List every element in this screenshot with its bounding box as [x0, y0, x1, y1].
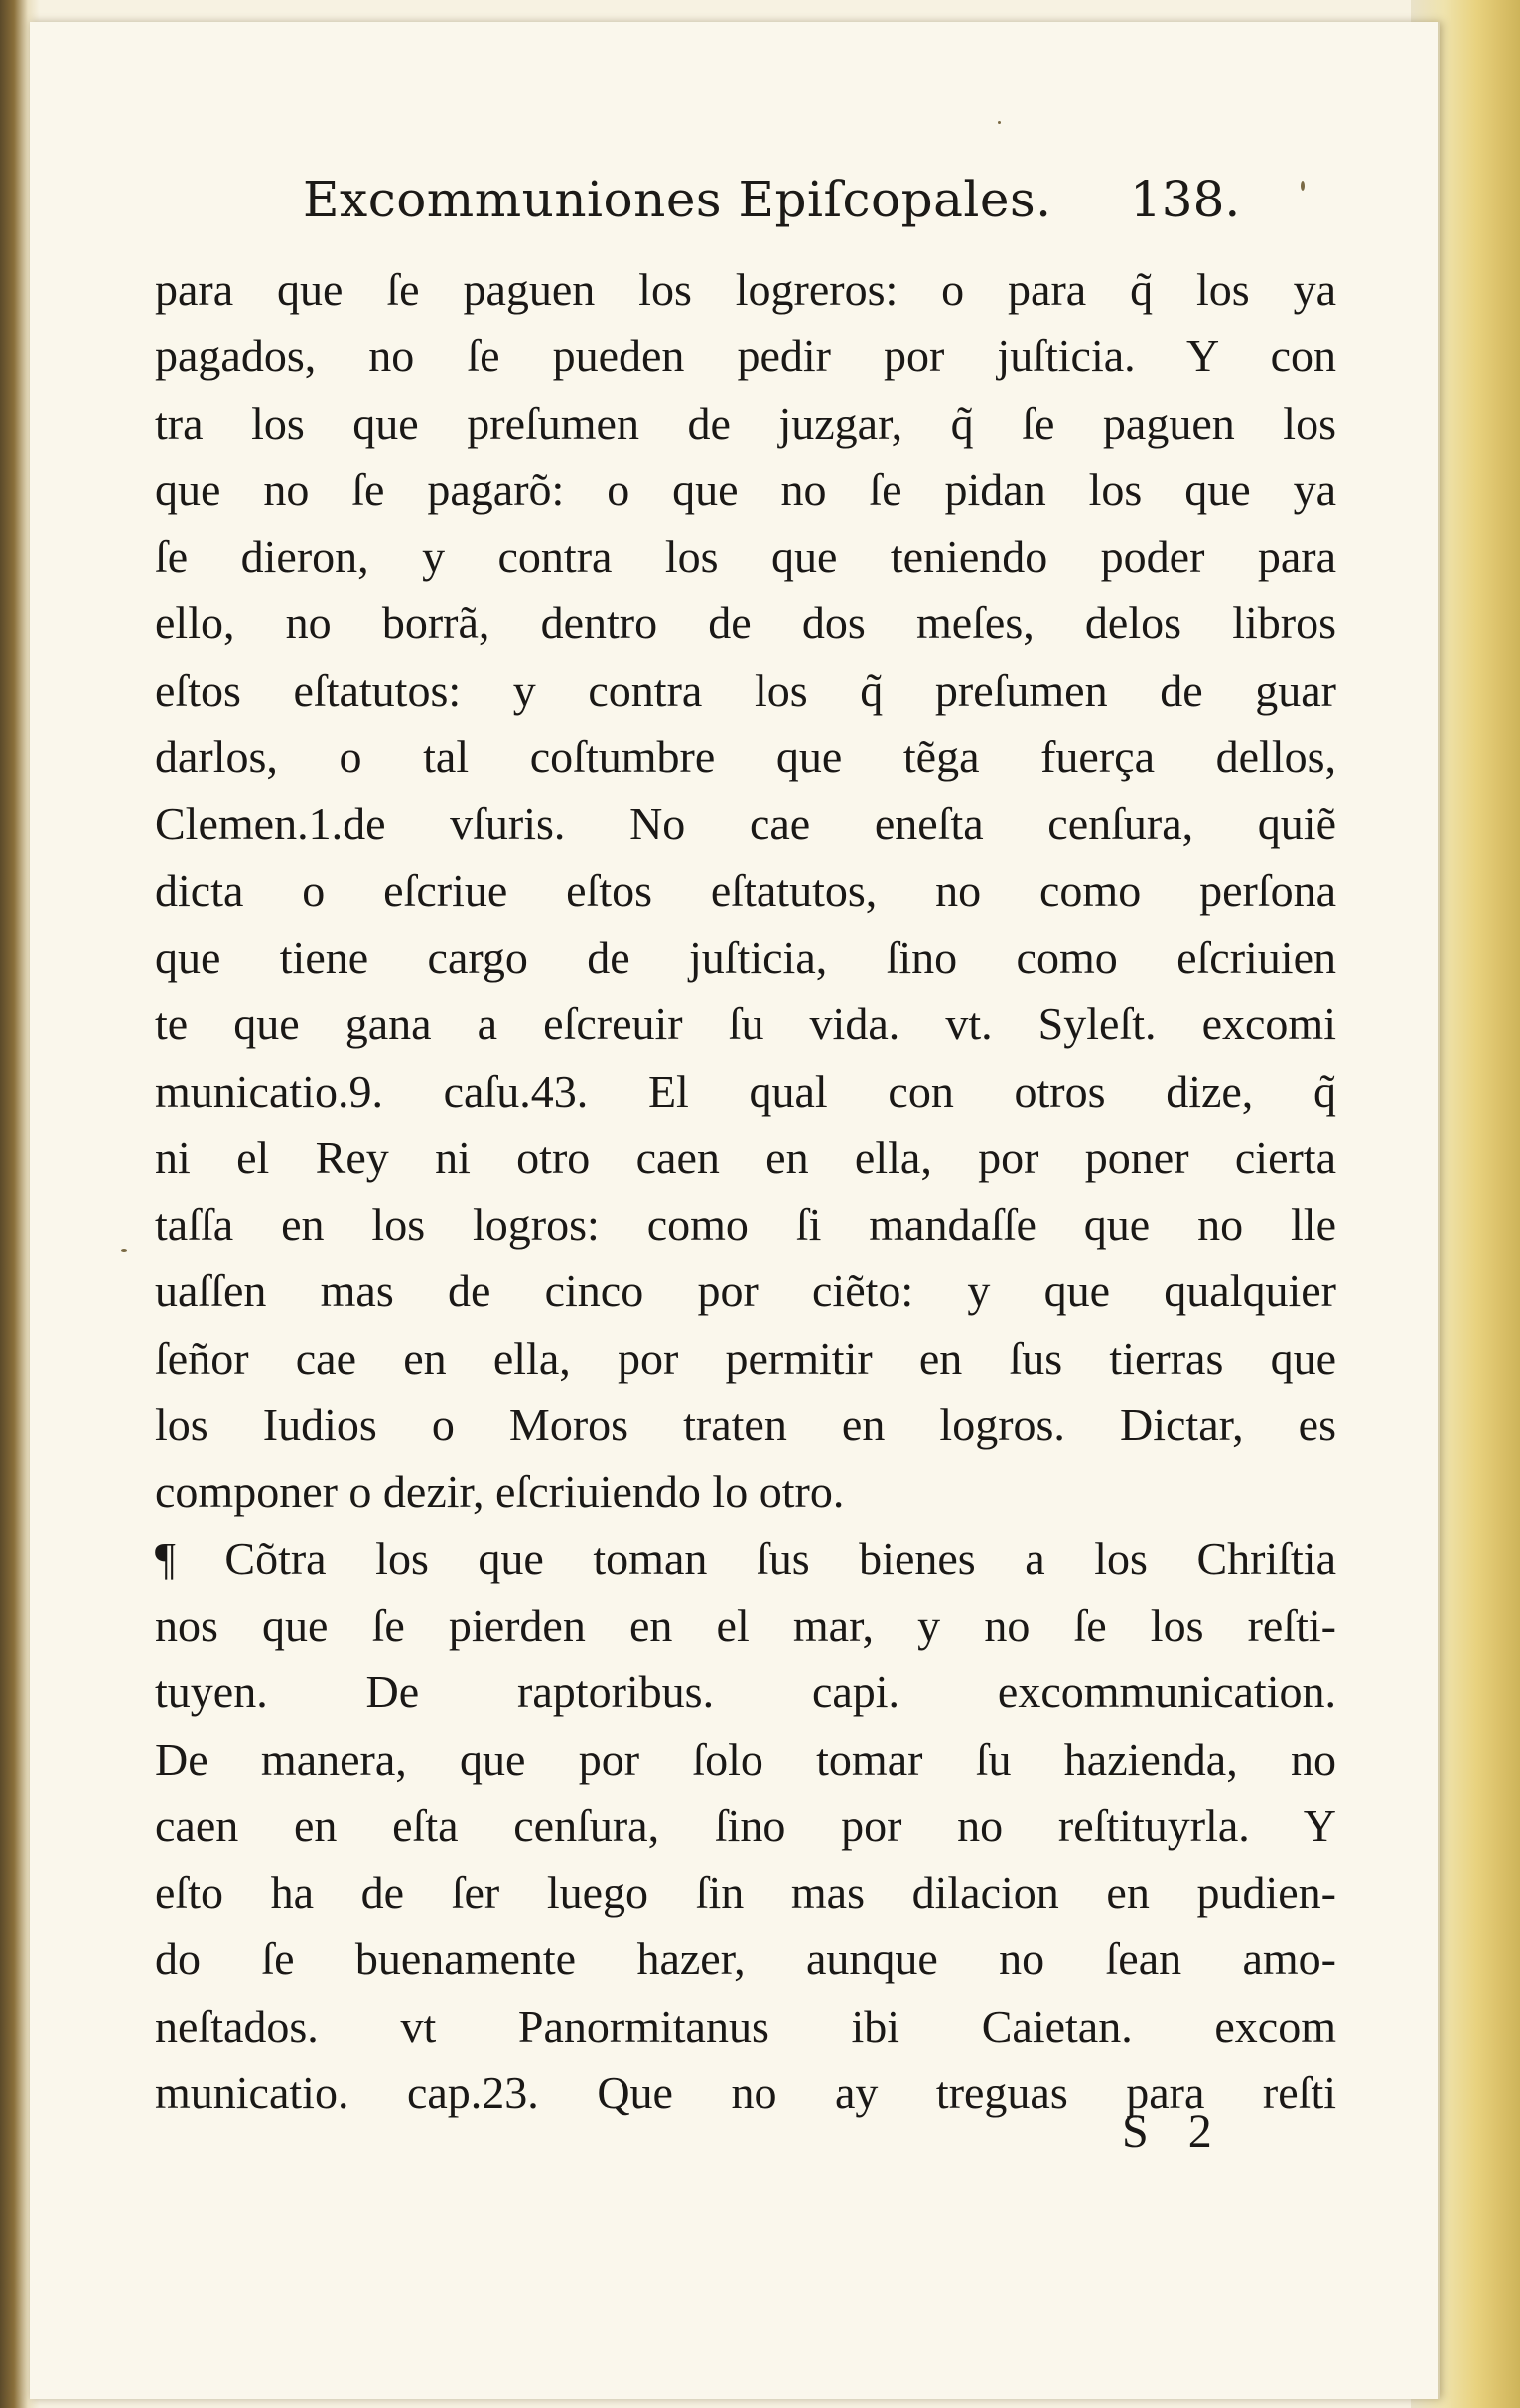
text-line: los Iudios o Moros traten en logros. Dictar, es: [155, 1400, 1336, 1451]
text-line: ¶ Cõtra los que toman ſus bienes a los Chriſtia: [155, 1533, 1336, 1584]
paper-fleck: [998, 121, 1001, 124]
text-line: do ſe buenamente hazer, aunque no ſean amo-: [155, 1934, 1336, 1985]
text-line: te que gana a eſcreuir ſu vida. vt. Syleſt. excomi: [155, 999, 1336, 1050]
text-line: tuyen. De raptoribus. capi. excommunication.: [155, 1667, 1336, 1718]
text-line: nos que ſe pierden en el mar, y no ſe los reſti-: [155, 1599, 1336, 1651]
text-line: De manera, que por ſolo tomar ſu hazienda, no: [155, 1733, 1336, 1785]
text-line: pagados, no ſe pueden pedir por juſticia. Y con: [155, 331, 1336, 382]
text-line: Clemen.1.de vſuris. No cae eneſta cenſura, quiẽ: [155, 798, 1336, 850]
running-head: [30, 171, 1438, 250]
paper-fleck: [1301, 181, 1305, 191]
text-line: para que ſe paguen los logreros: o para q̃ los ya: [155, 264, 1336, 315]
text-line: dicta o eſcriue eſtos eſtatutos, no como perſona: [155, 865, 1336, 916]
text-line: eſto ha de ſer luego ſin mas dilacion en pudien-: [155, 1867, 1336, 1919]
text-line: ni el Rey ni otro caen en ella, por poner cierta: [155, 1132, 1336, 1183]
folio-number: 138.: [1130, 171, 1241, 228]
text-line: que no ſe pagarõ: o que no ſe pidan los que ya: [155, 464, 1336, 515]
running-head-title: Excommuniones Epiſcopales.: [303, 171, 1052, 228]
book-page: [30, 22, 1440, 2399]
text-line: ſeñor cae en ella, por permitir en ſus tierras que: [155, 1332, 1336, 1384]
text-line: ello, no borrã, dentro de dos meſes, delos libros: [155, 598, 1336, 649]
text-line: tra los que preſumen de juzgar, q̃ ſe paguen los: [155, 397, 1336, 449]
text-line: neſtados. vt Panormitanus ibi Caietan. excom: [155, 2000, 1336, 2052]
text-line: uaſſen mas de cinco por ciẽto: y que qualquier: [155, 1266, 1336, 1317]
body-text: [155, 256, 1336, 2126]
text-line: que tiene cargo de juſticia, ſino como eſcriuien: [155, 931, 1336, 983]
text-line: taſſa en los logros: como ſi mandaſſe que no lle: [155, 1199, 1336, 1251]
text-line: municatio. cap.23. Que no ay treguas para reſti: [155, 2068, 1336, 2119]
text-line: caen en eſta cenſura, ſino por no reſtituyrla. Y: [155, 1800, 1336, 1851]
text-line: eſtos eſtatutos: y contra los q̃ preſumen de guar: [155, 664, 1336, 716]
text-line: darlos, o tal coſtumbre que tẽga fuerça dellos,: [155, 732, 1336, 783]
text-line: municatio.9. caſu.43. El qual con otros dize, q̃: [155, 1065, 1336, 1117]
paper-fleck: [121, 1249, 127, 1252]
text-line: ſe dieron, y contra los que teniendo poder para: [155, 531, 1336, 583]
text-line: componer o dezir, eſcriuiendo lo otro.: [155, 1466, 845, 1518]
signature-mark: S 2: [1122, 2105, 1226, 2158]
